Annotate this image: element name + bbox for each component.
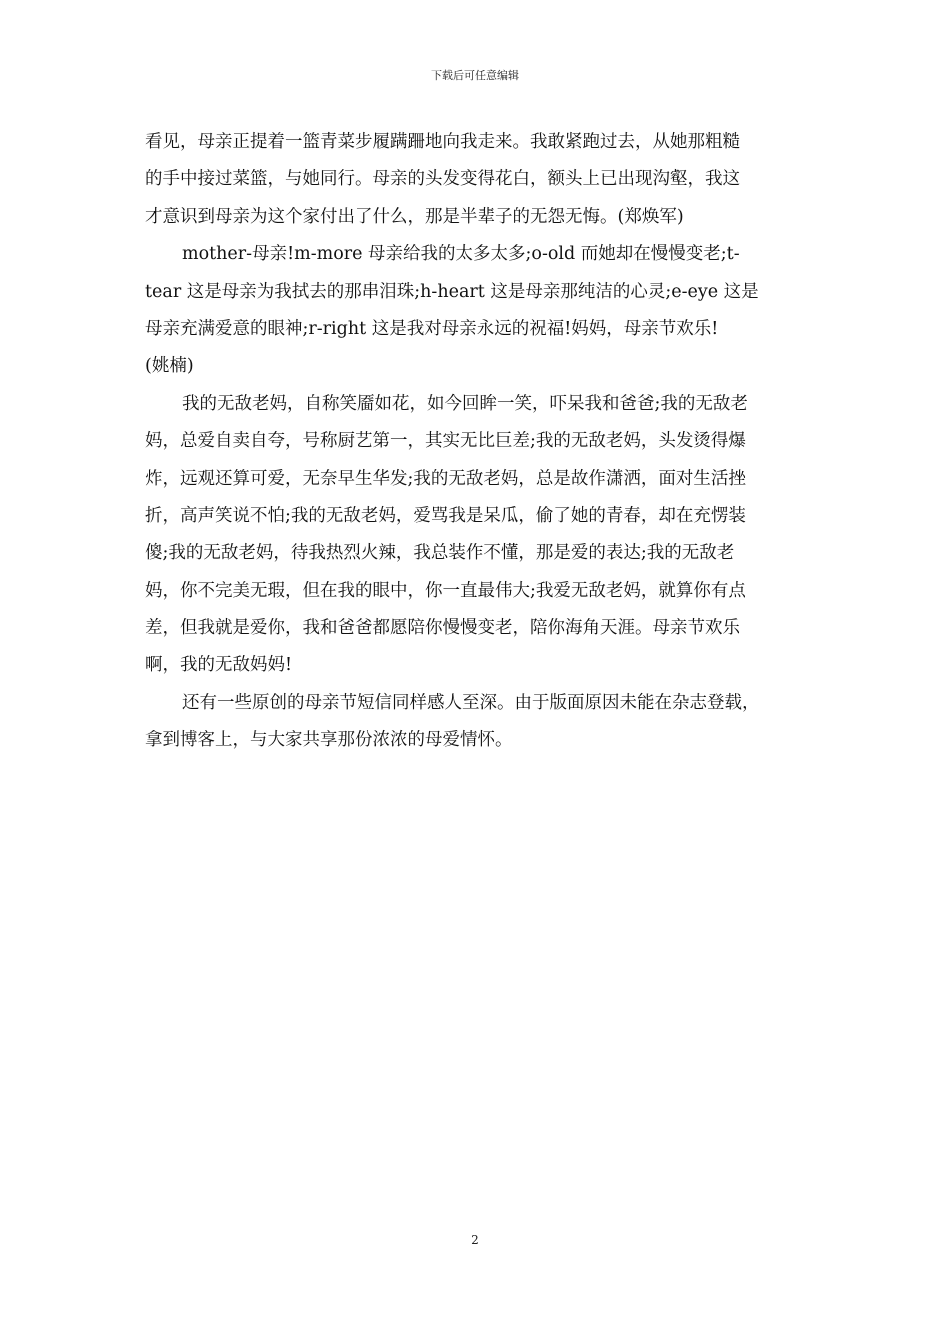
- paragraph-line: 折，高声笑说不怕;我的无敌老妈，爱骂我是呆瓜，偷了她的青春，却在充愣装: [145, 505, 746, 526]
- paragraph-line: 差，但我就是爱你，我和爸爸都愿陪你慢慢变老，陪你海角天涯。母亲节欢乐: [145, 618, 740, 639]
- paragraph-line: 还有一些原创的母亲节短信同样感人至深。由于版面原因未能在杂志登载，: [182, 692, 760, 713]
- paragraph-line: 看见，母亲正提着一篮青菜步履蹒跚地向我走来。我敢紧跑过去，从她那粗糙: [145, 132, 740, 152]
- paragraph-line: 才意识到母亲为这个家付出了什么，那是半辈子的无怨无悔。(郑焕军): [145, 206, 684, 227]
- paragraph-line: 傻;我的无敌老妈，待我热烈火辣，我总装作不懂，那是爱的表达;我的无敌老: [145, 543, 735, 564]
- paragraph-line: 母亲充满爱意的眼神;r-right 这是我对母亲永远的祝福!妈妈，母亲节欢乐!: [145, 318, 719, 339]
- paragraph-line: tear 这是母亲为我拭去的那串泪珠;h-heart 这是母亲那纯洁的心灵;e-eye 这是: [145, 281, 759, 302]
- paragraph-line: 炸，远观还算可爱，无奈早生华发;我的无敌老妈，总是故作潇洒，面对生活挫: [145, 468, 746, 489]
- page-header: 下载后可任意编辑: [431, 69, 519, 82]
- paragraph-line: 我的无敌老妈，自称笑靥如花，如今回眸一笑，吓呆我和爸爸;我的无敌老: [182, 393, 748, 414]
- document-body: [145, 124, 810, 760]
- paragraph-line: (姚楠): [145, 356, 194, 377]
- paragraph-line: mother-母亲!m-more 母亲给我的太多太多;o-old 而她却在慢慢变老;t-: [182, 244, 740, 265]
- paragraph-line: 妈，你不完美无瑕，但在我的眼中，你一直最伟大;我爱无敌老妈，就算你有点: [145, 580, 746, 601]
- paragraph-line: 的手中接过菜篮，与她同行。母亲的头发变得花白，额头上已出现沟壑，我这: [145, 169, 740, 190]
- paragraph-line: 妈，总爱自卖自夸，号称厨艺第一，其实无比巨差;我的无敌老妈，头发烫得爆: [145, 431, 746, 452]
- page-number: 2: [471, 1233, 479, 1247]
- paragraph-line: 拿到博客上，与大家共享那份浓浓的母爱情怀。: [145, 730, 513, 751]
- paragraph-line: 啊，我的无敌妈妈!: [145, 655, 293, 676]
